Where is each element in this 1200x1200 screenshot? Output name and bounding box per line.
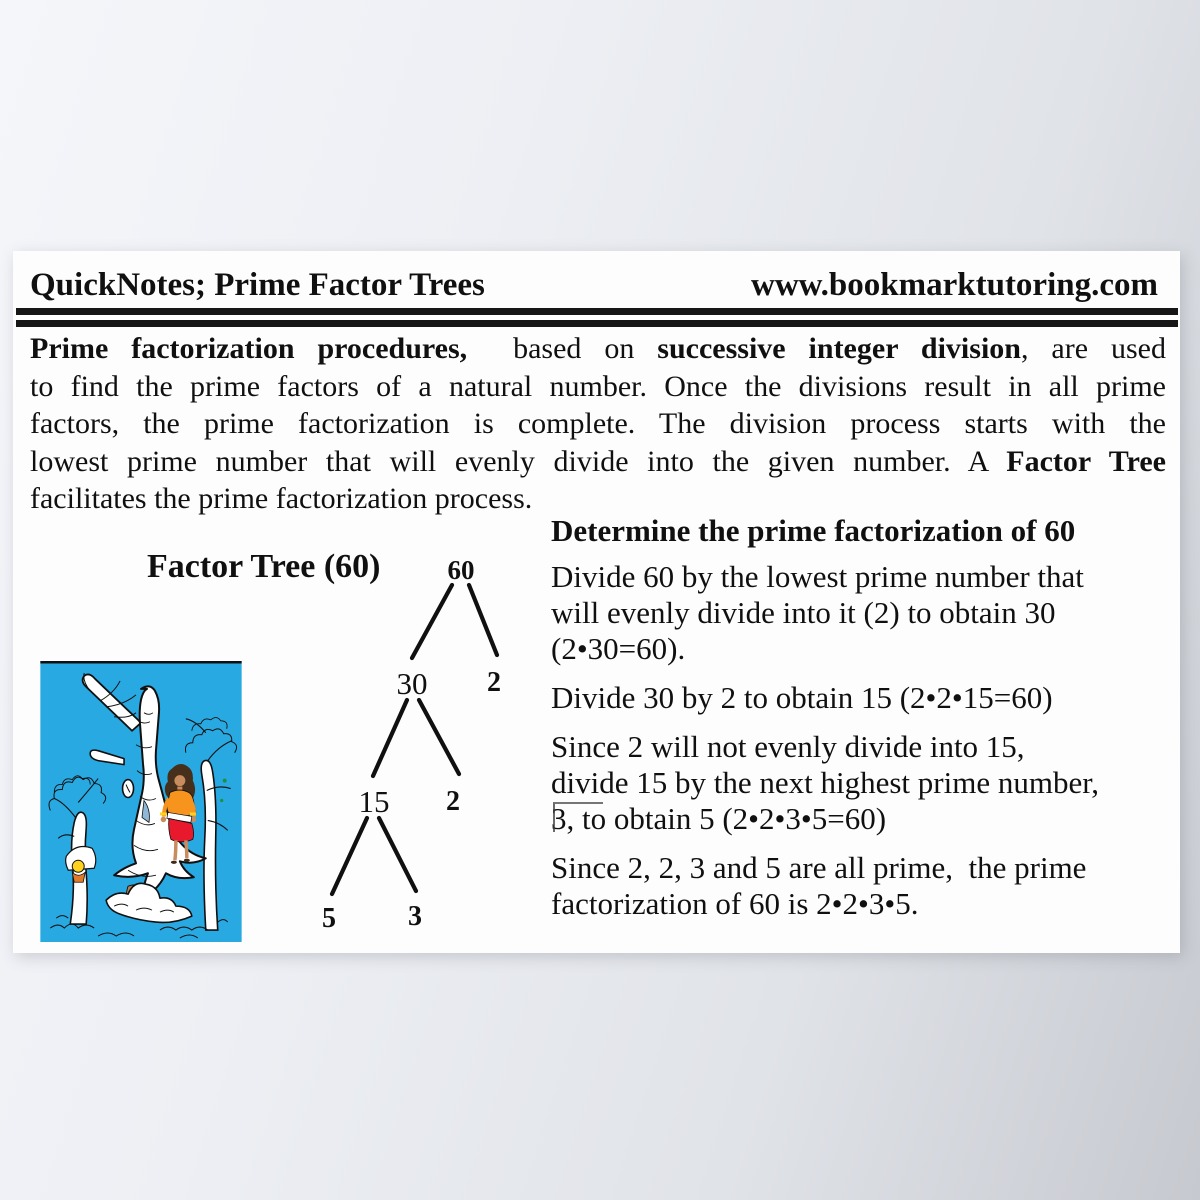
quicknotes-poster — [13, 251, 1180, 953]
double-rule-bottom — [16, 320, 1178, 327]
tree-node-30: 30 — [396, 666, 428, 701]
website-url: www.bookmarktutoring.com — [750, 267, 1158, 303]
scan-artifact — [553, 802, 603, 832]
tree-node-5: 5 — [322, 903, 336, 934]
steps-column — [551, 512, 1191, 935]
bracelet-right — [190, 812, 196, 815]
forest-illustration — [40, 661, 242, 942]
step-paragraph-1: Divide 60 by the lowest prime number that will evenly divide into it (2) to obtain 30 (2•30=60). — [551, 559, 1084, 666]
factor-tree-diagram — [308, 548, 522, 938]
step-paragraph-3: Since 2 will not evenly divide into 15, divide 15 by the next highest prime number, 3, to obtain 5 (2•2•3•5=60) — [551, 729, 1100, 836]
step-paragraph-4: Since 2, 2, 3 and 5 are all prime, the prime factorization of 60 is 2•2•3•5. — [551, 850, 1087, 921]
double-rule-top — [16, 308, 1178, 315]
tree-node-60: 60 — [447, 555, 475, 585]
step-paragraph-2: Divide 30 by 2 to obtain 15 (2•2•15=60) — [551, 680, 1053, 715]
steps-heading: Determine the prime factorization of 60 — [551, 513, 1076, 548]
intro-paragraph: Prime factorization procedures, based on successive integer division, are used to find the prime factors of a natural number. Once the divisions result in all prime factors, the prime factorization is complete. The division process starts with the lowest prime number that will evenly divide into the given number. A Factor Tree facilitates the prime factorization process. — [30, 332, 1166, 515]
illustration-top-border — [40, 661, 241, 663]
poster-header — [30, 265, 1158, 305]
factor-tree-title: Factor Tree (60) — [147, 548, 381, 585]
tree-node-3: 3 — [408, 901, 422, 932]
tree-node-2b: 2 — [446, 786, 460, 817]
poster-title: QuickNotes; Prime Factor Trees — [30, 267, 485, 303]
bracelet-left — [160, 812, 167, 815]
tree-node-15: 15 — [358, 784, 390, 819]
tree-node-2a: 2 — [487, 667, 501, 698]
